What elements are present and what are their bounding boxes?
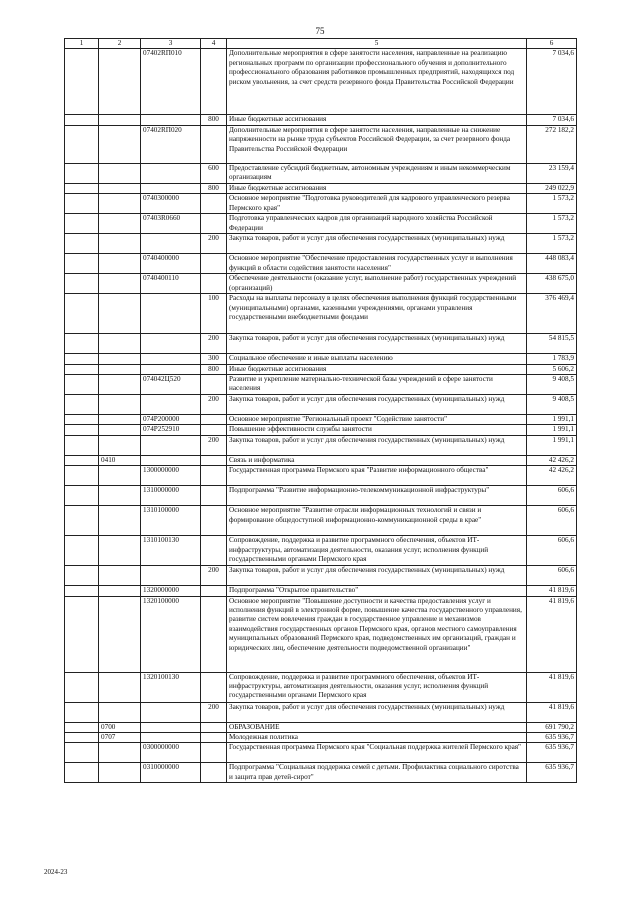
section-cell (65, 536, 99, 566)
item-name: Основное мероприятие "Обеспечение предоставления государственных услуг и выполнения функций в области содействия занятости населения" (227, 254, 527, 274)
table-row (65, 294, 577, 334)
item-name: Молодежная политика (227, 733, 527, 743)
section-cell (65, 425, 99, 435)
item-amount: 41 819,6 (527, 586, 577, 596)
section-cell (65, 722, 99, 732)
item-amount: 438 675,0 (527, 274, 577, 294)
expense-type-code: 600 (201, 163, 227, 183)
item-amount: 5 606,2 (527, 364, 577, 374)
item-name: Основное мероприятие "Региональный проект "Содействие занятости" (227, 415, 527, 425)
expense-type-code: 200 (201, 395, 227, 415)
target-article-code: 1300000000 (141, 466, 201, 486)
table-row (65, 743, 577, 763)
section-cell (65, 125, 99, 163)
item-name: Обеспечение деятельности (оказание услуг, выполнение работ) государственных учреждений (организаций) (227, 274, 527, 294)
table-row (65, 672, 577, 702)
item-amount: 249 022,9 (527, 183, 577, 193)
subsection-code (99, 506, 141, 536)
target-article-code (141, 115, 201, 125)
section-cell (65, 566, 99, 586)
item-amount: 1 573,2 (527, 194, 577, 214)
table-row (65, 486, 577, 506)
item-name: Иные бюджетные ассигнования (227, 364, 527, 374)
table-row (65, 536, 577, 566)
subsection-code (99, 466, 141, 486)
item-name: Повышение эффективности службы занятости (227, 425, 527, 435)
table-row (65, 334, 577, 354)
expense-type-code (201, 415, 227, 425)
item-name: Предоставление субсидий бюджетным, автономным учреждениям и иным некоммерческим организациям (227, 163, 527, 183)
expense-type-code (201, 214, 227, 234)
item-name: Подготовка управленческих кадров для организаций народного хозяйства Российской Федерации (227, 214, 527, 234)
table-row (65, 194, 577, 214)
table-row (65, 395, 577, 415)
item-name: Закупка товаров, работ и услуг для обеспечения государственных (муниципальных) нужд (227, 334, 527, 354)
item-amount: 41 819,6 (527, 702, 577, 722)
column-number: 3 (141, 39, 201, 49)
subsection-code (99, 672, 141, 702)
table-row (65, 375, 577, 395)
table-row (65, 163, 577, 183)
section-cell (65, 743, 99, 763)
item-amount: 9 408,5 (527, 395, 577, 415)
section-cell (65, 586, 99, 596)
subsection-code (99, 566, 141, 586)
target-article-code (141, 183, 201, 193)
expense-type-code: 100 (201, 294, 227, 334)
section-cell (65, 334, 99, 354)
item-amount: 635 936,7 (527, 733, 577, 743)
expense-type-code: 200 (201, 435, 227, 455)
section-cell (65, 194, 99, 214)
item-amount: 54 815,5 (527, 334, 577, 354)
table-row (65, 254, 577, 274)
target-article-code: 0300000000 (141, 743, 201, 763)
expense-type-code: 800 (201, 364, 227, 374)
subsection-code (99, 435, 141, 455)
item-amount: 635 936,7 (527, 743, 577, 763)
item-name: Подпрограмма "Социальная поддержка семей с детьми. Профилактика социального сиротства и защита прав детей-сирот" (227, 763, 527, 783)
column-number: 2 (99, 39, 141, 49)
table-row (65, 354, 577, 364)
section-cell (65, 415, 99, 425)
table-row (65, 415, 577, 425)
expense-type-code (201, 486, 227, 506)
item-amount: 41 819,6 (527, 596, 577, 672)
item-name: Закупка товаров, работ и услуг для обеспечения государственных (муниципальных) нужд (227, 702, 527, 722)
section-cell (65, 234, 99, 254)
expense-type-code (201, 274, 227, 294)
subsection-code (99, 254, 141, 274)
section-cell (65, 254, 99, 274)
table-row (65, 274, 577, 294)
item-amount: 635 936,7 (527, 763, 577, 783)
item-amount: 9 408,5 (527, 375, 577, 395)
section-cell (65, 354, 99, 364)
section-cell (65, 733, 99, 743)
expense-type-code: 800 (201, 183, 227, 193)
table-row (65, 214, 577, 234)
target-article-code: 07402RП020 (141, 125, 201, 163)
table-row (65, 763, 577, 783)
subsection-code (99, 125, 141, 163)
section-cell (65, 486, 99, 506)
item-name: Дополнительные мероприятия в сфере занятости населения, направленные на реализацию региональных программ по организации профессионального обучения и дополнительного профессионального образования работников промышленных предприятий, находящихся под риском увольнения, за счет средств резервного фонда Правительства Российской Федерации (227, 49, 527, 115)
expense-type-code (201, 672, 227, 702)
subsection-code (99, 596, 141, 672)
section-cell (65, 294, 99, 334)
section-cell (65, 435, 99, 455)
expense-type-code (201, 763, 227, 783)
target-article-code: 0740400000 (141, 254, 201, 274)
expense-type-code (201, 194, 227, 214)
subsection-code (99, 586, 141, 596)
target-article-code (141, 334, 201, 354)
item-amount: 1 991,1 (527, 415, 577, 425)
expense-type-code (201, 466, 227, 486)
expense-type-code (201, 596, 227, 672)
table-row (65, 49, 577, 115)
subsection-code (99, 163, 141, 183)
target-article-code (141, 163, 201, 183)
section-cell (65, 49, 99, 115)
table-row (65, 455, 577, 465)
item-name: Дополнительные мероприятия в сфере занятости населения, направленные на снижение напряженности на рынке труда субъектов Российской Федерации, за счет резервного фонда Правительства Российской Федерации (227, 125, 527, 163)
section-cell (65, 763, 99, 783)
expense-type-code (201, 455, 227, 465)
target-article-code: 1310000000 (141, 486, 201, 506)
table-row (65, 234, 577, 254)
target-article-code: 1320000000 (141, 586, 201, 596)
section-cell (65, 214, 99, 234)
item-amount: 691 790,2 (527, 722, 577, 732)
item-amount: 606,6 (527, 486, 577, 506)
item-name: Подпрограмма "Открытое правительство" (227, 586, 527, 596)
subsection-code (99, 49, 141, 115)
target-article-code (141, 702, 201, 722)
section-cell (65, 375, 99, 395)
target-article-code: 1320100130 (141, 672, 201, 702)
expense-type-code: 800 (201, 115, 227, 125)
section-cell (65, 506, 99, 536)
item-name: Закупка товаров, работ и услуг для обеспечения государственных (муниципальных) нужд (227, 395, 527, 415)
subsection-code (99, 115, 141, 125)
subsection-code (99, 536, 141, 566)
item-name: Государственная программа Пермского края "Развитие информационного общества" (227, 466, 527, 486)
target-article-code: 0740400110 (141, 274, 201, 294)
target-article-code: 0310000000 (141, 763, 201, 783)
column-number: 5 (227, 39, 527, 49)
target-article-code (141, 566, 201, 586)
target-article-code: 1310100000 (141, 506, 201, 536)
item-amount: 7 034,6 (527, 115, 577, 125)
expense-type-code (201, 375, 227, 395)
target-article-code: 07402RП010 (141, 49, 201, 115)
item-amount: 1 991,1 (527, 435, 577, 455)
table-row (65, 722, 577, 732)
item-name: Закупка товаров, работ и услуг для обеспечения государственных (муниципальных) нужд (227, 435, 527, 455)
table-row (65, 115, 577, 125)
item-amount: 1 991,1 (527, 425, 577, 435)
item-name: Закупка товаров, работ и услуг для обеспечения государственных (муниципальных) нужд (227, 234, 527, 254)
subsection-code (99, 194, 141, 214)
item-amount: 1 573,2 (527, 214, 577, 234)
target-article-code (141, 395, 201, 415)
target-article-code (141, 364, 201, 374)
section-cell (65, 395, 99, 415)
item-name: Развитие и укрепление материально-технической базы учреждений в сфере занятости населения (227, 375, 527, 395)
table-row (65, 125, 577, 163)
section-cell (65, 274, 99, 294)
table-row (65, 425, 577, 435)
subsection-code (99, 486, 141, 506)
item-amount: 272 182,2 (527, 125, 577, 163)
expense-type-code (201, 254, 227, 274)
expense-type-code (201, 125, 227, 163)
expense-type-code (201, 743, 227, 763)
subsection-code (99, 334, 141, 354)
item-amount: 1 573,2 (527, 234, 577, 254)
section-cell (65, 596, 99, 672)
subsection-code (99, 763, 141, 783)
table-row (65, 566, 577, 586)
target-article-code: 1310100130 (141, 536, 201, 566)
item-amount: 376 469,4 (527, 294, 577, 334)
table-row (65, 702, 577, 722)
target-article-code (141, 435, 201, 455)
section-cell (65, 115, 99, 125)
expense-type-code: 200 (201, 234, 227, 254)
budget-table (64, 38, 577, 783)
subsection-code (99, 294, 141, 334)
item-name: Сопровождение, поддержка и развитие программного обеспечения, объектов ИТ-инфраструктуры, автоматизация деятельности, оказания услуг, исполнения функций государственными органами Пермского края (227, 536, 527, 566)
item-name: Основное мероприятие "Подготовка руководителей для кадрового управленческого резерва Пермского края" (227, 194, 527, 214)
section-cell (65, 163, 99, 183)
table-row (65, 466, 577, 486)
subsection-code (99, 425, 141, 435)
subsection-code: 0707 (99, 733, 141, 743)
expense-type-code (201, 733, 227, 743)
expense-type-code (201, 49, 227, 115)
subsection-code (99, 415, 141, 425)
expense-type-code (201, 586, 227, 596)
subsection-code (99, 274, 141, 294)
subsection-code (99, 395, 141, 415)
item-amount: 23 159,4 (527, 163, 577, 183)
table-row (65, 733, 577, 743)
target-article-code (141, 455, 201, 465)
item-amount: 448 083,4 (527, 254, 577, 274)
item-amount: 606,6 (527, 566, 577, 586)
subsection-code: 0700 (99, 722, 141, 732)
page-number: 75 (315, 26, 325, 36)
target-article-code (141, 733, 201, 743)
section-cell (65, 455, 99, 465)
target-article-code: 07403R0660 (141, 214, 201, 234)
target-article-code (141, 722, 201, 732)
subsection-code (99, 364, 141, 374)
item-name: Социальное обеспечение и иные выплаты населению (227, 354, 527, 364)
subsection-code (99, 702, 141, 722)
subsection-code (99, 183, 141, 193)
table-row (65, 586, 577, 596)
table-row (65, 183, 577, 193)
item-name: Иные бюджетные ассигнования (227, 115, 527, 125)
expense-type-code (201, 722, 227, 732)
item-name: Государственная программа Пермского края "Социальная поддержка жителей Пермского края" (227, 743, 527, 763)
item-name: Иные бюджетные ассигнования (227, 183, 527, 193)
item-name: Основное мероприятие "Развитие отрасли информационных технологий и связи и формирование общедоступной информационно-коммуникационной среды в крае" (227, 506, 527, 536)
target-article-code: 074P252910 (141, 425, 201, 435)
section-cell (65, 364, 99, 374)
expense-type-code (201, 536, 227, 566)
column-number: 6 (527, 39, 577, 49)
item-amount: 7 034,6 (527, 49, 577, 115)
item-amount: 606,6 (527, 506, 577, 536)
table-row (65, 506, 577, 536)
expense-type-code: 300 (201, 354, 227, 364)
subsection-code: 0410 (99, 455, 141, 465)
item-name: Закупка товаров, работ и услуг для обеспечения государственных (муниципальных) нужд (227, 566, 527, 586)
item-amount: 1 783,9 (527, 354, 577, 364)
column-number-row (65, 39, 577, 49)
item-name: Подпрограмма "Развитие информационно-телекоммуникационной инфраструктуры" (227, 486, 527, 506)
item-name: Сопровождение, поддержка и развитие программного обеспечения, объектов ИТ-инфраструктуры, автоматизация деятельности, оказания услуг, исполнения функций государственными органами Пермского края (227, 672, 527, 702)
target-article-code (141, 234, 201, 254)
section-cell (65, 183, 99, 193)
table-row (65, 596, 577, 672)
section-cell (65, 672, 99, 702)
target-article-code: 0740300000 (141, 194, 201, 214)
subsection-code (99, 214, 141, 234)
item-name: Расходы на выплаты персоналу в целях обеспечения выполнения функций государственными (муниципальными) органами, казенными учреждениями, органами управления государственными внебюджетными фондами (227, 294, 527, 334)
footer-code: 2024-23 (44, 868, 68, 876)
item-amount: 606,6 (527, 536, 577, 566)
target-article-code: 1320100000 (141, 596, 201, 672)
table-row (65, 364, 577, 374)
expense-type-code (201, 506, 227, 536)
subsection-code (99, 234, 141, 254)
item-amount: 42 426,2 (527, 466, 577, 486)
subsection-code (99, 743, 141, 763)
item-amount: 41 819,6 (527, 672, 577, 702)
item-name: Основное мероприятие "Повышение доступности и качества предоставления услуг и исполнения функций в электронной форме, повышение качества государственного управления, развитие систем вовлечения граждан в государственное управление и механизмов взаимодействия государственных органов Пермского края, органов местного самоуправления муниципальных образований Пермского края, подведомственных им организаций, граждан и юридических лиц, обеспечение деятельности подведомственной организации" (227, 596, 527, 672)
section-cell (65, 702, 99, 722)
expense-type-code: 200 (201, 566, 227, 586)
table-row (65, 435, 577, 455)
target-article-code: 074042Ц520 (141, 375, 201, 395)
item-amount: 42 426,2 (527, 455, 577, 465)
column-number: 4 (201, 39, 227, 49)
subsection-code (99, 354, 141, 364)
item-name: Связь и информатика (227, 455, 527, 465)
subsection-code (99, 375, 141, 395)
expense-type-code (201, 425, 227, 435)
target-article-code: 074P200000 (141, 415, 201, 425)
target-article-code (141, 354, 201, 364)
column-number: 1 (65, 39, 99, 49)
section-cell (65, 466, 99, 486)
expense-type-code: 200 (201, 702, 227, 722)
target-article-code (141, 294, 201, 334)
item-name: ОБРАЗОВАНИЕ (227, 722, 527, 732)
expense-type-code: 200 (201, 334, 227, 354)
